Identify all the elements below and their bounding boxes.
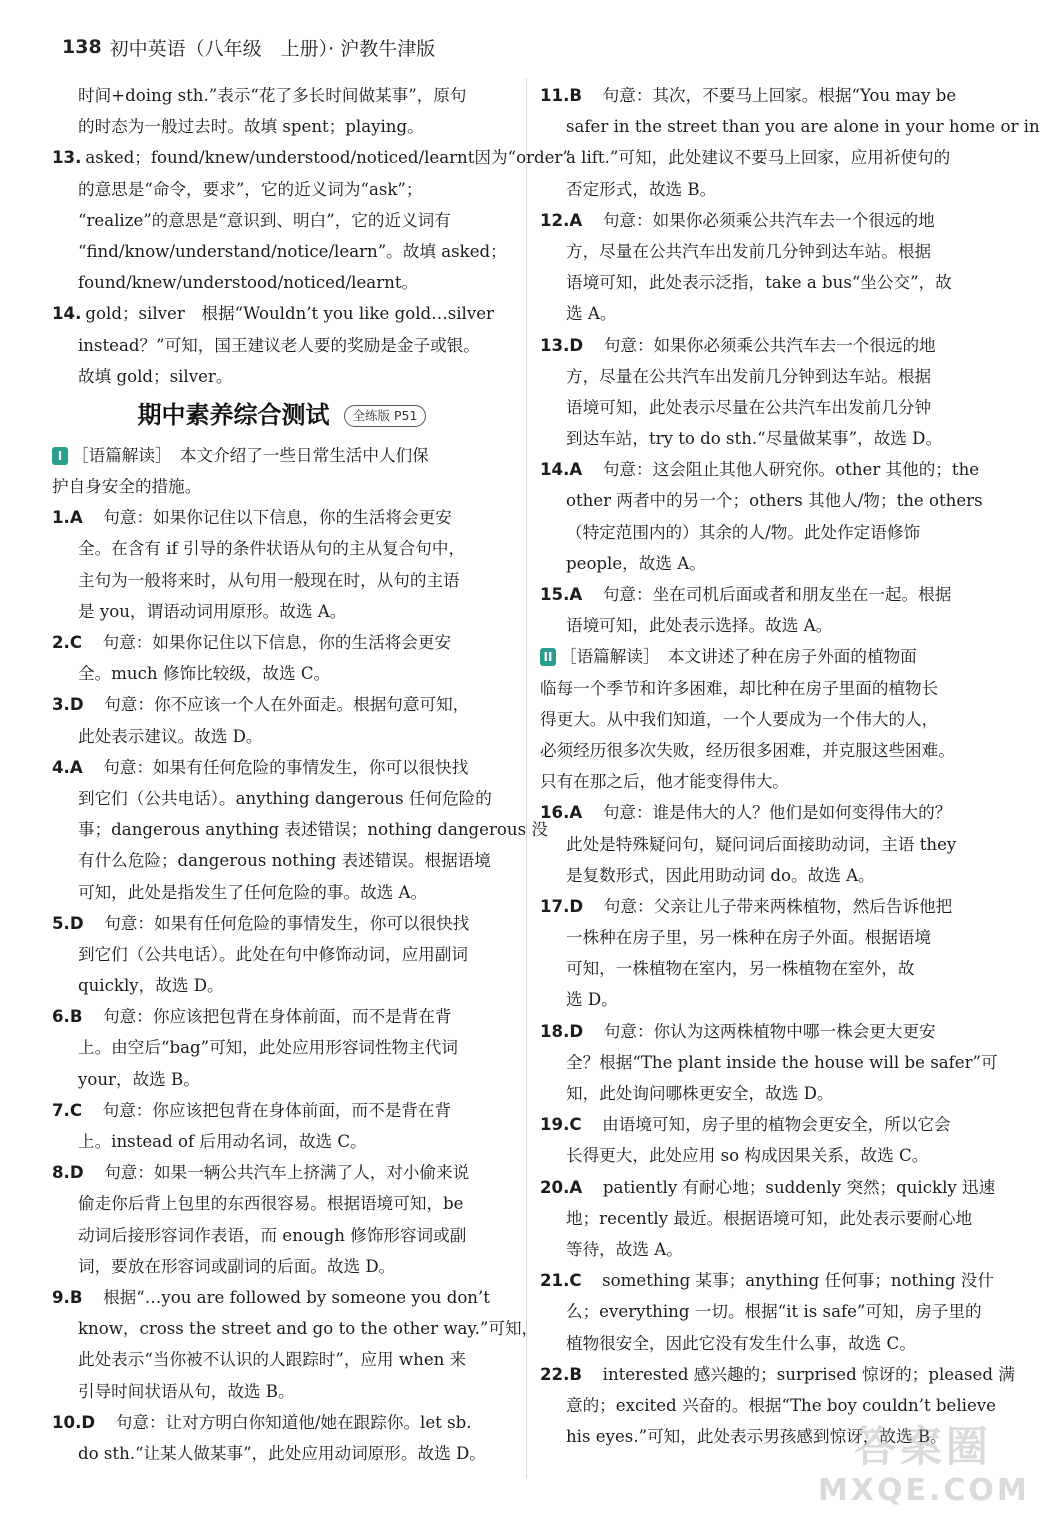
text-line xyxy=(540,111,1040,142)
text-line xyxy=(540,142,1002,173)
answer-number: 20.A xyxy=(540,1177,583,1197)
text-line xyxy=(540,392,1002,423)
text-line xyxy=(540,860,1002,891)
line-text: 只有在那之后，他才能变得伟大。 xyxy=(540,772,789,792)
passage-note xyxy=(540,641,1002,672)
line-text: asked；found/knew/understood/noticed/learnt因为“order” xyxy=(85,148,571,168)
text-line xyxy=(52,1032,512,1063)
text-line xyxy=(540,922,1002,953)
line-text: ［语篇解读］ 本文讲述了种在房子外面的植物面 xyxy=(560,647,917,667)
answer-item xyxy=(52,1407,512,1438)
text-line xyxy=(540,517,1002,548)
text-line xyxy=(540,423,1002,454)
text-line xyxy=(52,1251,512,1282)
line-text: 选 A。 xyxy=(566,304,617,324)
answer-number: 2.C xyxy=(52,633,83,652)
text-line xyxy=(540,485,1002,516)
text-line xyxy=(52,658,512,689)
watermark-logo xyxy=(818,1423,1028,1518)
line-text: 等待，故选 A。 xyxy=(566,1239,683,1259)
line-text: patiently 有耐心地；suddenly 突然；quickly 迅速 xyxy=(586,1177,996,1197)
text-line xyxy=(52,721,512,752)
line-text: 全。much 修饰比较级，故选 C。 xyxy=(78,664,331,684)
line-text: 句意：你应该把包背在身体前面，而不是背在背 xyxy=(86,1007,452,1027)
text-line xyxy=(540,1390,1002,1421)
text-line xyxy=(540,361,1002,392)
answer-item xyxy=(540,1016,1002,1047)
answer-number: 3.D xyxy=(52,695,84,715)
line-text: 句意：这会阻止其他人研究你。other 其他的；the xyxy=(586,460,980,480)
text-line xyxy=(52,1344,512,1375)
text-line xyxy=(52,361,512,392)
answer-number: 14.A xyxy=(540,460,583,480)
text-line xyxy=(52,1438,512,1469)
text-line xyxy=(540,953,1002,984)
line-text: 句意：父亲让儿子带来两株植物，然后告诉他把 xyxy=(587,896,953,916)
text-line xyxy=(540,1140,1002,1171)
text-line xyxy=(540,236,1002,267)
text-line xyxy=(52,1064,512,1095)
answer-item xyxy=(52,1001,512,1032)
line-text: 句意：你不应该一个人在外面走。根据句意可知， xyxy=(87,695,470,715)
line-text: 么；everything 一切。根据“it is safe”可知，房子里的 xyxy=(566,1302,982,1322)
line-text: know，cross the street and go to the other way.”可知， xyxy=(78,1319,539,1339)
line-text: 事；dangerous anything 表述错误；nothing dangerous 没 xyxy=(78,820,548,840)
watermark-text: 答案圈 xyxy=(853,1422,992,1471)
line-text: 地；recently 最近。根据语境可知，此处表示要耐心地 xyxy=(566,1208,973,1228)
text-line xyxy=(540,673,1002,704)
answer-number: 10.D xyxy=(52,1412,96,1432)
section-title: 期中素养综合测试 xyxy=(137,401,330,430)
answer-item xyxy=(52,627,512,658)
line-text: 动词后接形容词作表语，而 enough 修饰形容词或副 xyxy=(78,1225,467,1245)
text-line xyxy=(52,205,512,236)
answer-number: 17.D xyxy=(540,896,584,916)
answer-item xyxy=(540,797,1002,828)
text-line xyxy=(540,1328,1002,1359)
line-text: 句意：如果一辆公共汽车上挤满了人，对小偷来说 xyxy=(87,1163,470,1183)
answer-number: 14. xyxy=(52,304,82,324)
line-text: gold；silver 根据“Wouldn’t you like gold…silver xyxy=(85,304,494,324)
answer-number: 15.A xyxy=(540,585,583,604)
line-text: 此处表示建议。故选 D。 xyxy=(78,726,263,746)
text-line xyxy=(52,80,512,111)
line-text: 植物很安全，因此它没有发生什么事，故选 C。 xyxy=(566,1333,916,1353)
line-text: 一株种在房子里，另一株种在房子外面。根据语境 xyxy=(566,928,932,948)
line-text: 语境可知，此处表示尽量在公共汽车出发前几分钟 xyxy=(566,397,932,417)
line-text: a lift.”可知，此处建议不要马上回家，应用祈使句的 xyxy=(566,148,951,168)
text-line xyxy=(540,1203,1002,1234)
text-line xyxy=(540,984,1002,1015)
answer-item xyxy=(540,205,1002,236)
text-line xyxy=(52,174,512,205)
book-title: 初中英语（八年级 上册）· 沪教牛津版 xyxy=(109,37,436,60)
text-line xyxy=(52,939,512,970)
answer-item xyxy=(540,1265,1002,1296)
line-text: safer in the street than you are alone in your home or in xyxy=(566,117,1040,137)
line-text: 长得更大，此处应用 so 构成因果关系，故选 C。 xyxy=(566,1146,929,1166)
answer-item xyxy=(540,579,1002,610)
line-text: 词，要放在形容词或副词的后面。故选 D。 xyxy=(78,1256,396,1276)
line-text: 全？根据“The plant inside the house will be safer”可 xyxy=(566,1052,998,1072)
answer-item xyxy=(52,908,512,939)
answer-item xyxy=(540,1172,1002,1203)
text-line xyxy=(52,814,548,845)
answer-number: 6.B xyxy=(52,1007,83,1027)
line-text: instead？”可知，国王建议老人要的奖励是金子或银。 xyxy=(78,335,480,355)
answer-item xyxy=(52,689,512,720)
line-text: 上。由空后“bag”可知，此处应用形容词性物主代词 xyxy=(78,1038,458,1058)
answer-number: 1.A xyxy=(52,508,83,528)
answer-number: 5.D xyxy=(52,913,84,933)
line-text: found/knew/understood/noticed/learnt。 xyxy=(78,273,419,293)
line-text: 句意：如果你记住以下信息，你的生活将会更安 xyxy=(86,508,452,528)
answer-number: 7.C xyxy=(52,1100,83,1120)
text-line xyxy=(52,533,512,564)
answer-number: 13.D xyxy=(540,335,584,355)
text-line xyxy=(52,1376,512,1407)
answer-number: 19.C xyxy=(540,1115,582,1135)
line-text: 引导时间状语从句，故选 B。 xyxy=(78,1381,295,1401)
text-line xyxy=(52,970,512,1001)
line-text: 语境可知，此处表示泛指，take a bus“坐公交”，故 xyxy=(566,273,952,293)
text-line xyxy=(540,1047,1002,1078)
column-divider xyxy=(526,78,527,1478)
passage-note xyxy=(52,440,512,471)
text-line xyxy=(52,236,512,267)
text-line xyxy=(52,330,512,361)
answer-number: 22.B xyxy=(540,1364,583,1384)
line-text: 的意思是“命令，要求”，它的近义词为“ask”； xyxy=(78,179,423,199)
line-text: 选 D。 xyxy=(566,990,618,1010)
line-text: people，故选 A。 xyxy=(566,553,706,573)
line-text: 语境可知，此处表示选择。故选 A。 xyxy=(566,616,833,636)
answer-number: 4.A xyxy=(52,757,83,777)
text-line xyxy=(52,877,512,908)
answer-number: 11.B xyxy=(540,86,583,105)
line-text: 主句为一般将来时，从句用一般现在时，从句的主语 xyxy=(78,570,460,590)
line-text: 方，尽量在公共汽车出发前几分钟到达车站。根据 xyxy=(566,366,932,386)
right-column xyxy=(540,80,1040,1452)
line-text: 是复数形式，因此用助动词 do。故选 A。 xyxy=(566,865,875,885)
answer-item xyxy=(52,1095,512,1126)
line-text: 由语境可知，房子里的植物会更安全，所以它会 xyxy=(585,1115,951,1135)
line-text: 可知，一株植物在室内，另一株植物在室外，故 xyxy=(566,959,915,979)
section-heading xyxy=(52,394,512,438)
line-text: 句意：如果有任何危险的事情发生，你可以很快找 xyxy=(87,913,470,933)
line-text: 句意：如果你记住以下信息，你的生活将会更安 xyxy=(86,633,452,652)
line-text: 上。instead of 后用动名词，故选 C。 xyxy=(78,1132,367,1151)
line-text: 偷走你后背上包里的东西很容易。根据语境可知，be xyxy=(78,1194,464,1214)
text-line xyxy=(52,565,512,596)
line-text: 临每一个季节和许多困难，却比种在房子里面的植物长 xyxy=(540,678,939,698)
line-text: do sth.“让某人做某事”，此处应用动词原形。故选 D。 xyxy=(78,1443,486,1463)
answer-item xyxy=(52,502,512,533)
text-line xyxy=(52,471,512,502)
text-line xyxy=(52,1188,512,1219)
answer-number: 12.A xyxy=(540,210,583,230)
page-number: 138 xyxy=(62,36,102,58)
answer-item xyxy=(540,80,1002,111)
answer-number: 8.D xyxy=(52,1163,84,1183)
line-text: 意的；excited 兴奋的。根据“The boy couldn’t believe xyxy=(566,1395,996,1415)
line-text: your，故选 B。 xyxy=(78,1069,200,1089)
text-line xyxy=(52,845,512,876)
line-text: his eyes.”可知，此处表示男孩感到惊讶，故选 B。 xyxy=(566,1427,947,1447)
answer-item xyxy=(540,454,1002,485)
text-line xyxy=(52,1313,539,1344)
text-line xyxy=(540,548,1002,579)
line-text: 到达车站，try to do sth.“尽量做某事”，故选 D。 xyxy=(566,429,943,449)
answer-number: 9.B xyxy=(52,1287,83,1307)
line-text: something 某事；anything 任何事；nothing 没什 xyxy=(585,1271,994,1291)
line-text: 句意：如果你必须乘公共汽车去一个很远的地 xyxy=(587,335,936,355)
text-line xyxy=(540,766,1002,797)
text-line xyxy=(52,596,512,627)
line-text: 句意：其次，不要马上回家。根据“You may be xyxy=(586,86,957,105)
answer-item xyxy=(540,1109,1002,1140)
text-line xyxy=(540,829,1002,860)
answer-number: 16.A xyxy=(540,803,583,823)
line-text: 方，尽量在公共汽车出发前几分钟到达车站。根据 xyxy=(566,241,932,261)
text-line xyxy=(52,267,512,298)
line-text: 的时态为一般过去时。故填 spent；playing。 xyxy=(78,117,424,137)
line-text: other 两者中的另一个；others 其他人/物；the others xyxy=(566,491,983,511)
page-header xyxy=(62,30,1002,64)
text-line xyxy=(540,704,1002,735)
line-text: 可知，此处是指发生了任何危险的事。故选 A。 xyxy=(78,882,428,902)
line-text: 句意：坐在司机后面或者和朋友坐在一起。根据 xyxy=(586,585,952,604)
text-line xyxy=(540,298,1002,329)
line-text: quickly，故选 D。 xyxy=(78,976,224,996)
text-line xyxy=(52,1220,512,1251)
line-text: 到它们（公共电话）。此处在句中修饰动词，应用副词 xyxy=(78,944,468,964)
line-text: 句意：你认为这两株植物中哪一株会更大更安 xyxy=(587,1021,936,1041)
line-text: 否定形式，故选 B。 xyxy=(566,179,717,199)
text-line xyxy=(540,1234,1002,1265)
answer-item xyxy=(540,330,1002,361)
answer-item xyxy=(52,1282,512,1313)
line-text: 到它们（公共电话）。anything dangerous 任何危险的 xyxy=(78,788,492,808)
text-line xyxy=(540,267,1002,298)
text-line xyxy=(540,1296,1002,1327)
text-line xyxy=(540,735,1002,766)
text-line xyxy=(52,783,512,814)
watermark-url: MXQE.COM xyxy=(818,1473,1030,1508)
answer-item xyxy=(540,1359,1015,1390)
passage-badge: I xyxy=(52,447,68,465)
line-text: 句意：谁是伟大的人？他们是如何变得伟大的？ xyxy=(586,803,952,823)
line-text: 故填 gold；silver。 xyxy=(78,366,233,386)
answer-item xyxy=(52,1157,512,1188)
line-text: interested 感兴趣的；surprised 惊讶的；pleased 满 xyxy=(586,1364,1015,1384)
line-text: 得更大。从中我们知道，一个人要成为一个伟大的人， xyxy=(540,709,939,729)
answer-item xyxy=(52,142,571,173)
line-text: 句意：你应该把包背在身体前面，而不是背在背 xyxy=(86,1100,452,1120)
line-text: “find/know/understand/notice/learn”。故填 asked； xyxy=(78,241,507,261)
text-line xyxy=(540,1078,1002,1109)
line-text: （特定范围内的）其余的人/物。此处作定语修饰 xyxy=(566,522,921,542)
line-text: 全。在含有 if 引导的条件状语从句的主从复合句中， xyxy=(78,539,466,559)
line-text: 句意：让对方明白你知道他/她在跟踪你。let sb. xyxy=(99,1412,472,1432)
line-text: 此处是特殊疑问句，疑问词后面接助动词，主语 they xyxy=(566,834,957,854)
line-text: 知，此处询问哪株更安全，故选 D。 xyxy=(566,1084,834,1103)
line-text: 时间+doing sth.”表示“花了多长时间做某事”，原句 xyxy=(78,86,467,105)
text-line xyxy=(52,111,512,142)
line-text: 有什么危险；dangerous nothing 表述错误。根据语境 xyxy=(78,851,491,871)
answer-number: 21.C xyxy=(540,1271,582,1291)
answer-number: 18.D xyxy=(540,1021,584,1041)
line-text: 必须经历很多次失败，经历很多困难，并克服这些困难。 xyxy=(540,740,955,760)
answer-item xyxy=(52,298,512,329)
text-line xyxy=(52,1126,512,1157)
answer-number: 13. xyxy=(52,148,82,168)
answer-item xyxy=(52,752,512,783)
line-text: “realize”的意思是“意识到、明白”，它的近义词有 xyxy=(78,210,451,230)
line-text: 句意：如果你必须乘公共汽车去一个很远的地 xyxy=(586,210,935,230)
line-text: 护自身安全的措施。 xyxy=(52,477,202,497)
line-text: 句意：如果有任何危险的事情发生，你可以很快找 xyxy=(86,757,469,777)
line-text: 是 you，谓语动词用原形。故选 A。 xyxy=(78,601,347,621)
text-line xyxy=(540,174,1002,205)
passage-badge: II xyxy=(540,648,556,666)
section-tag: 全练版 P51 xyxy=(344,405,427,427)
line-text: 此处表示“当你被不认识的人跟踪时”，应用 when 来 xyxy=(78,1350,467,1370)
line-text: 根据“…you are followed by someone you don’t xyxy=(86,1287,490,1307)
line-text: ［语篇解读］ 本文介绍了一些日常生活中人们保 xyxy=(72,445,429,465)
text-line xyxy=(540,610,1002,641)
answer-item xyxy=(540,891,1002,922)
